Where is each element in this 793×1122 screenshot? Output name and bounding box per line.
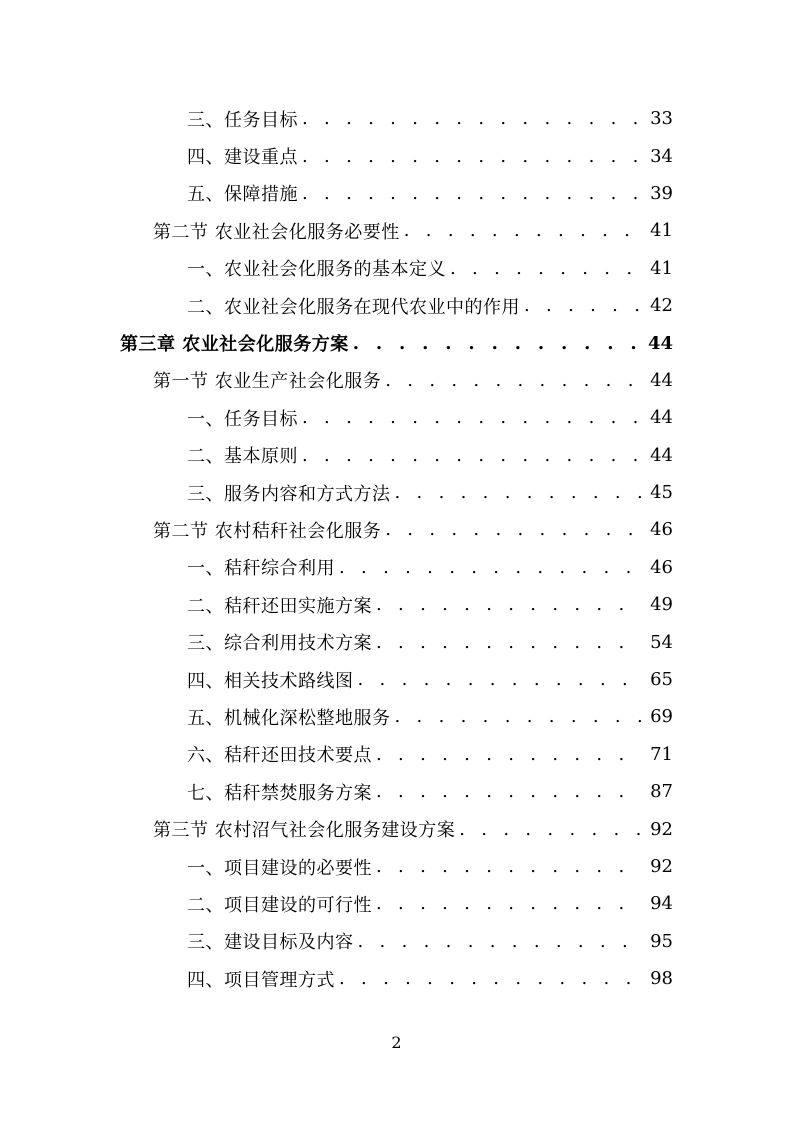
toc-dot-leader (395, 706, 643, 727)
toc-entry[interactable] (0, 586, 793, 623)
toc-entry-title: 七、秸秆禁焚服务方案 (187, 779, 376, 805)
toc-entry-page: 39 (650, 182, 673, 204)
toc-entry-page: 95 (650, 930, 673, 952)
toc-entry-page: 34 (650, 145, 673, 167)
toc-entry[interactable] (0, 474, 793, 511)
toc-entry[interactable] (0, 362, 793, 399)
toc-entry[interactable] (0, 100, 793, 137)
toc-entry-page: 42 (650, 295, 673, 317)
toc-entry[interactable] (0, 773, 793, 810)
toc-entry-title: 第二节 农业社会化服务必要性 (153, 218, 404, 244)
toc-entry-title: 一、项目建设的必要性 (187, 854, 376, 880)
toc-entry-page: 33 (650, 108, 673, 130)
toc-entry[interactable] (0, 137, 793, 174)
toc-dot-leader (339, 968, 642, 989)
toc-entry-title: 一、农业社会化服务的基本定义 (187, 255, 450, 281)
toc-dot-leader (385, 519, 642, 540)
toc-entry-title: 五、保障措施 (187, 180, 302, 206)
toc-entry-page: 54 (650, 631, 673, 653)
toc-entry[interactable] (0, 399, 793, 436)
toc-entry[interactable] (0, 960, 793, 997)
toc-entry-title: 四、项目管理方式 (187, 966, 339, 992)
toc-entry-title: 四、建设重点 (187, 143, 302, 169)
toc-dot-leader (450, 258, 642, 279)
toc-entry[interactable] (0, 698, 793, 735)
toc-entry[interactable] (0, 623, 793, 660)
toc-dot-leader (353, 333, 640, 354)
toc-entry-title: 二、农业社会化服务在现代农业中的作用 (187, 293, 524, 319)
toc-dot-leader (385, 370, 642, 391)
toc-entry-title: 四、相关技术路线图 (187, 667, 358, 693)
toc-entry-title: 二、基本原则 (187, 442, 302, 468)
toc-entry-page: 44 (650, 407, 673, 429)
toc-dot-leader (376, 856, 642, 877)
toc-entry-title: 第三节 农村沼气社会化服务建设方案 (153, 816, 459, 842)
toc-entry[interactable] (0, 549, 793, 586)
toc-dot-leader (376, 781, 642, 802)
toc-dot-leader (459, 819, 642, 840)
toc-dot-leader (302, 445, 642, 466)
toc-entry-title: 第一节 农业生产社会化服务 (153, 367, 385, 393)
toc-entry-page: 98 (650, 968, 673, 990)
toc-entry[interactable] (0, 661, 793, 698)
toc-dot-leader (404, 220, 642, 241)
toc-entry[interactable] (0, 885, 793, 922)
toc-entry-page: 92 (650, 818, 673, 840)
toc-entry-page: 45 (650, 482, 673, 504)
toc-entry[interactable] (0, 250, 793, 287)
toc-dot-leader (376, 893, 642, 914)
toc-entry-page: 71 (650, 743, 673, 765)
toc-entry[interactable] (0, 175, 793, 212)
toc-entry-page: 44 (650, 444, 673, 466)
toc-entry-page: 44 (647, 332, 673, 354)
page-number: 2 (391, 1033, 402, 1052)
toc-entry-title: 五、机械化深松整地服务 (187, 704, 395, 730)
toc-entry-page: 69 (650, 706, 673, 728)
toc-dot-leader (339, 557, 642, 578)
toc-dot-leader (302, 146, 642, 167)
toc-entry-page: 49 (650, 594, 673, 616)
toc-entry[interactable] (0, 848, 793, 885)
toc-entry-title: 三、任务目标 (187, 106, 302, 132)
toc-entry-page: 46 (650, 519, 673, 541)
toc-entry-page: 44 (650, 369, 673, 391)
toc-entry-page: 94 (650, 893, 673, 915)
toc-dot-leader (524, 295, 642, 316)
toc-entry[interactable] (0, 511, 793, 548)
toc-dot-leader (376, 594, 642, 615)
toc-entry-title: 三、综合利用技术方案 (187, 629, 376, 655)
toc-entry-page: 41 (650, 257, 673, 279)
toc-dot-leader (302, 183, 642, 204)
toc-dot-leader (302, 407, 642, 428)
toc-dot-leader (376, 632, 642, 653)
toc-dot-leader (358, 669, 643, 690)
toc-entry-title: 一、任务目标 (187, 405, 302, 431)
toc-entry-page: 92 (650, 856, 673, 877)
toc-entry[interactable] (0, 923, 793, 960)
toc-entry[interactable] (0, 324, 793, 361)
toc-entry[interactable] (0, 736, 793, 773)
toc-entry-title: 二、项目建设的可行性 (187, 891, 376, 917)
toc-dot-leader (358, 931, 643, 952)
toc-entry-title: 第二节 农村秸秆社会化服务 (153, 517, 385, 543)
toc-entry-title: 六、秸秆还田技术要点 (187, 741, 376, 767)
toc-entry-page: 41 (650, 220, 673, 242)
toc-entry-page: 65 (650, 669, 673, 691)
toc-entry[interactable] (0, 212, 793, 249)
toc-entry[interactable] (0, 287, 793, 324)
toc-entry-title: 第三章 农业社会化服务方案 (120, 330, 353, 356)
toc-dot-leader (395, 482, 643, 503)
toc-entry-title: 三、建设目标及内容 (187, 928, 358, 954)
toc-entry[interactable] (0, 810, 793, 847)
toc-entry-title: 一、秸秆综合利用 (187, 554, 339, 580)
toc-entry-page: 87 (650, 781, 673, 803)
toc-dot-leader (376, 744, 642, 765)
toc-entry-title: 二、秸秆还田实施方案 (187, 592, 376, 618)
toc-entry-title: 三、服务内容和方式方法 (187, 480, 395, 506)
toc-dot-leader (302, 108, 642, 129)
toc-entry[interactable] (0, 437, 793, 474)
table-of-contents (0, 100, 793, 997)
toc-entry-page: 46 (650, 556, 673, 578)
